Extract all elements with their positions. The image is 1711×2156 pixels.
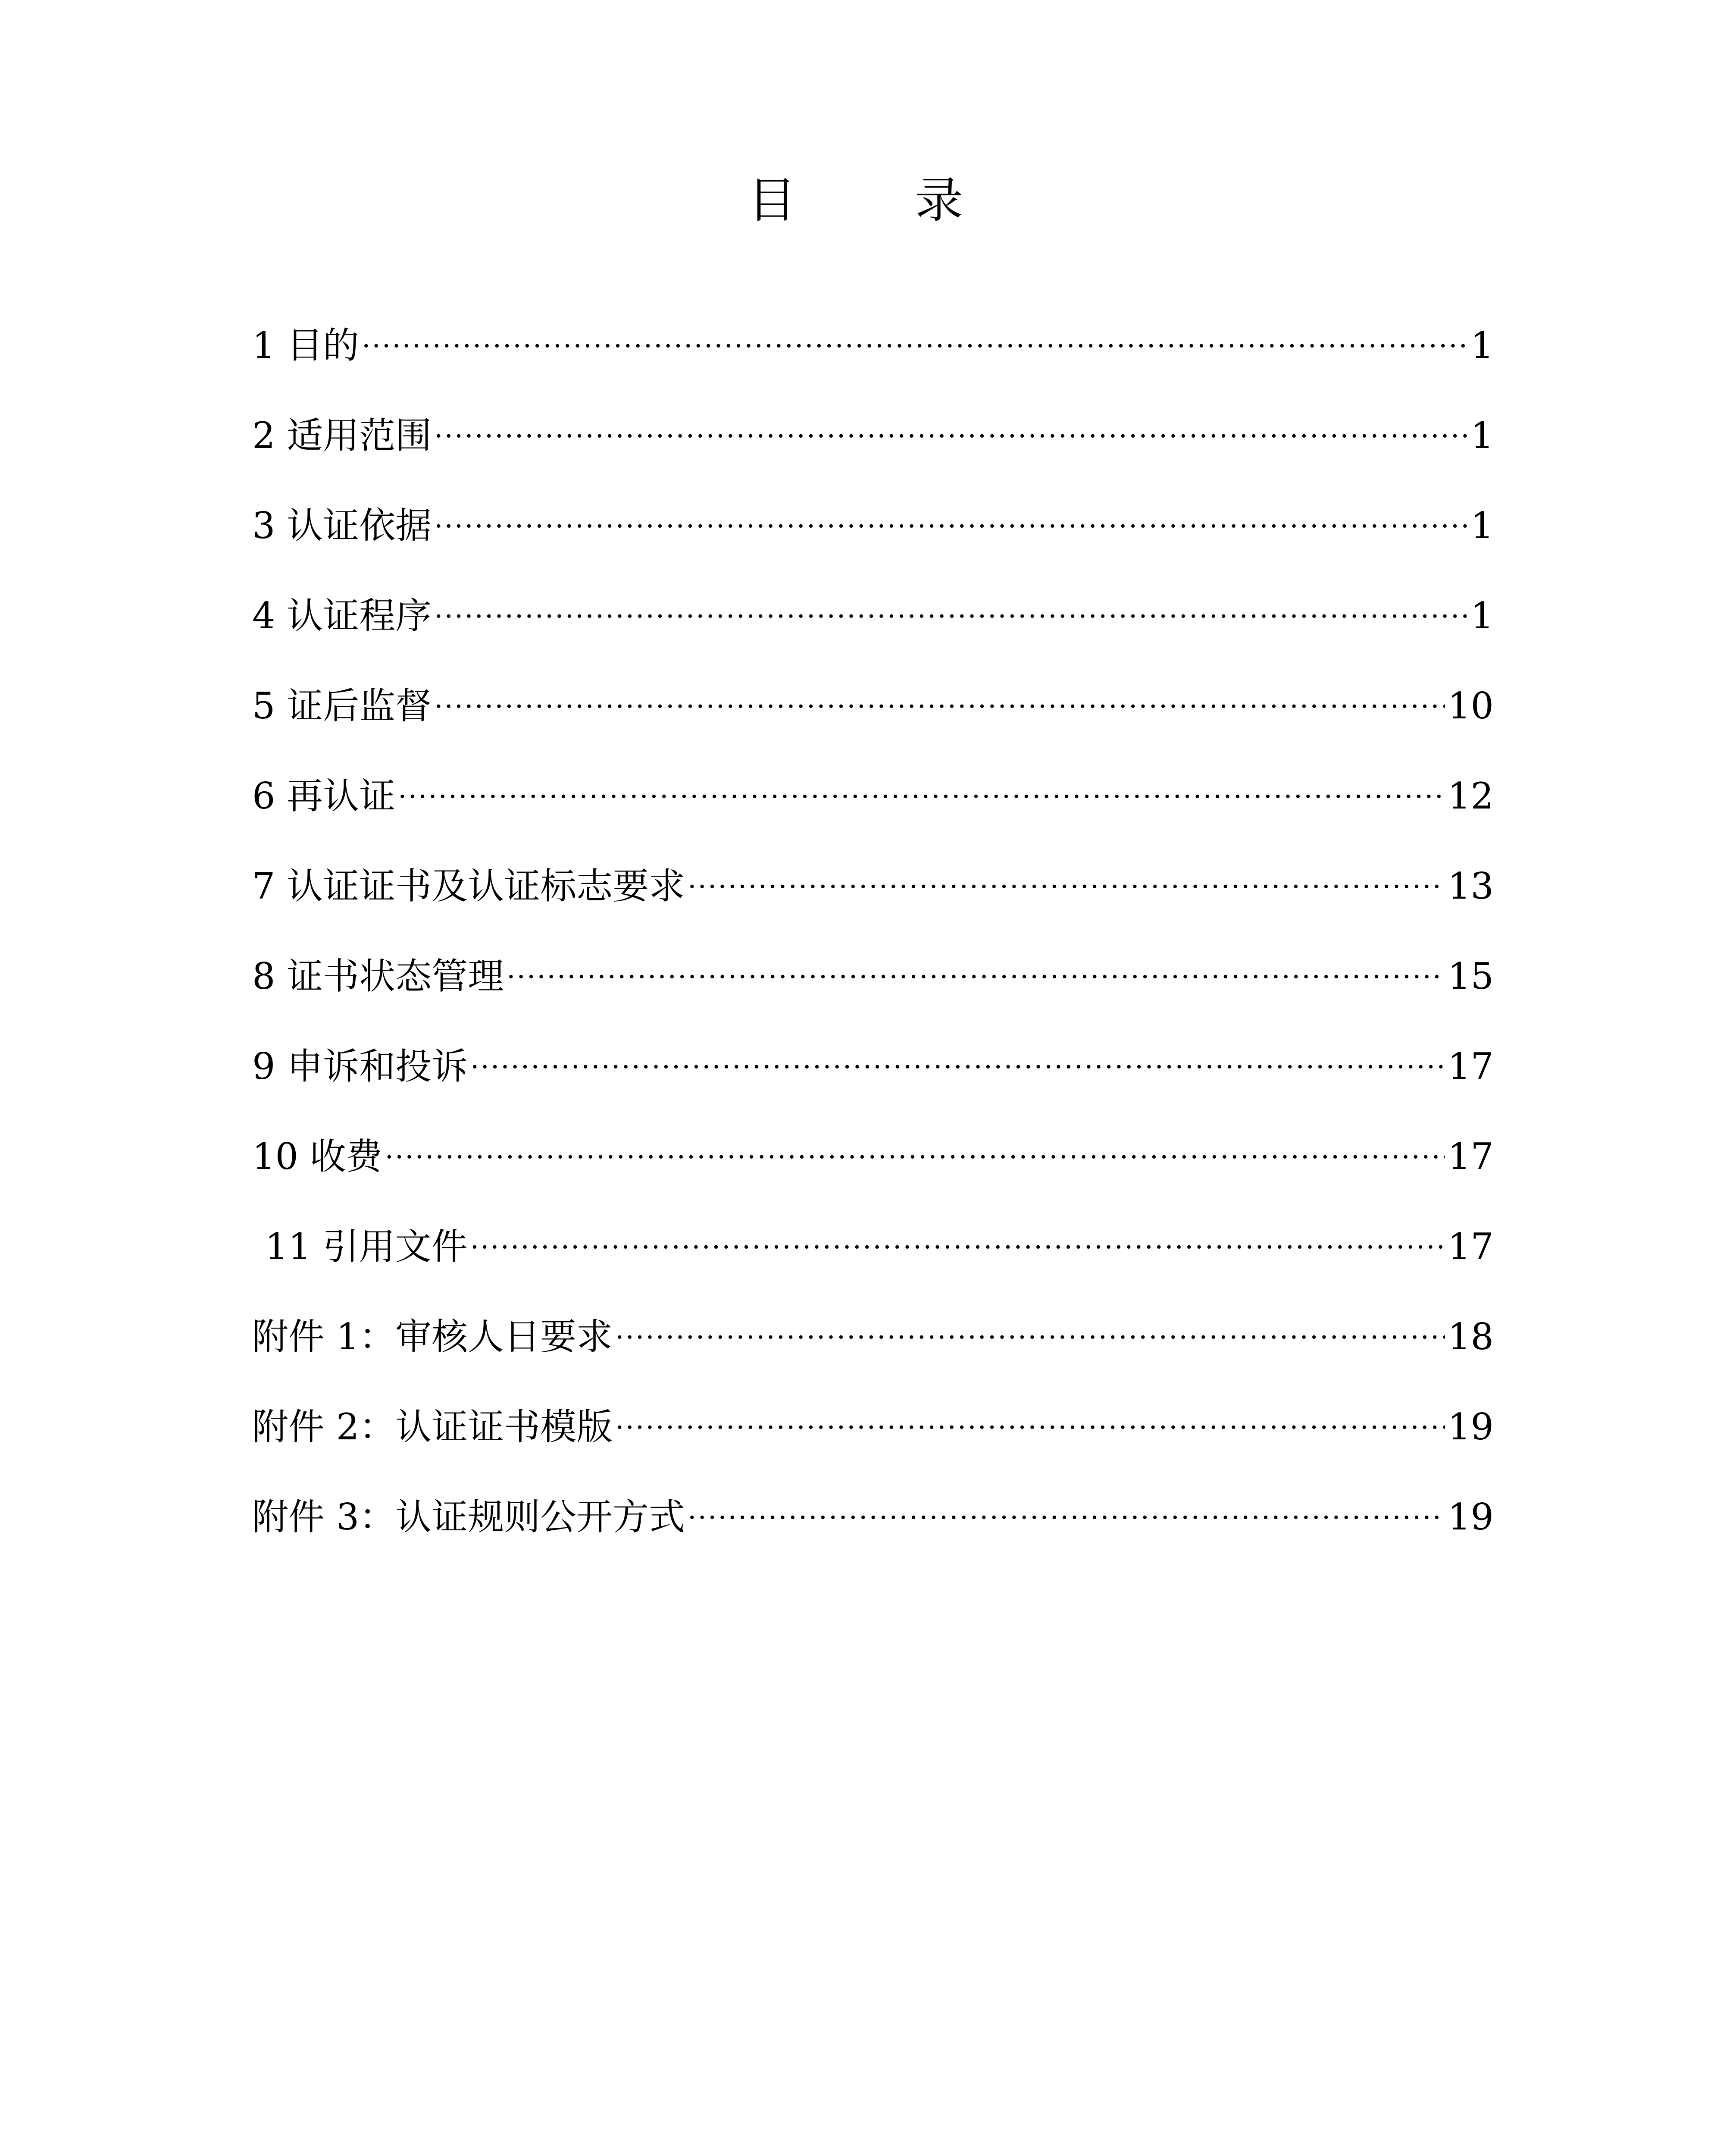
toc-entry-page: 18	[1448, 1316, 1494, 1358]
toc-entry-page: 12	[1448, 775, 1494, 817]
toc-entry-appendix-1[interactable]	[252, 1302, 1494, 1392]
toc-entry-label: 2 适用范围	[252, 414, 432, 457]
toc-entry-10[interactable]	[252, 1122, 1494, 1212]
toc-entry-label: 附件 3：认证规则公开方式	[252, 1496, 685, 1538]
toc-entry-page: 13	[1448, 865, 1494, 907]
toc-entry-label: 8 证书状态管理	[252, 955, 504, 997]
toc-entry-page: 17	[1448, 1135, 1494, 1178]
dot-leader	[434, 401, 1468, 448]
toc-entry-7[interactable]	[252, 851, 1494, 941]
toc-entry-page: 10	[1448, 685, 1494, 727]
toc-entry-4[interactable]	[252, 581, 1494, 671]
toc-entry-label: 4 认证程序	[252, 595, 432, 637]
dot-leader	[507, 941, 1445, 989]
toc-entry-label: 10 收费	[252, 1135, 382, 1178]
dot-leader	[434, 491, 1468, 538]
toc-entry-page: 1	[1470, 324, 1494, 367]
toc-entry-label: 附件 2：认证证书模版	[252, 1406, 613, 1448]
toc-entry-9[interactable]	[252, 1031, 1494, 1122]
dot-leader	[470, 1212, 1445, 1259]
toc-entry-8[interactable]	[252, 941, 1494, 1031]
toc-entry-label: 9 申诉和投诉	[252, 1045, 468, 1087]
toc-entry-11[interactable]	[252, 1212, 1494, 1302]
toc-entry-page: 19	[1448, 1406, 1494, 1448]
dot-leader	[434, 581, 1468, 628]
dot-leader	[615, 1392, 1445, 1439]
toc-entry-page: 17	[1448, 1045, 1494, 1087]
dot-leader	[470, 1031, 1445, 1079]
table-of-contents	[252, 310, 1494, 1572]
toc-entry-appendix-2[interactable]	[252, 1392, 1494, 1482]
dot-leader	[688, 851, 1445, 899]
dot-leader	[385, 1122, 1445, 1169]
toc-entry-appendix-3[interactable]	[252, 1482, 1494, 1572]
toc-entry-page: 17	[1448, 1225, 1494, 1268]
toc-entry-label: 7 认证证书及认证标志要求	[252, 865, 685, 907]
toc-entry-label: 1 目的	[252, 324, 360, 367]
toc-entry-label: 5 证后监督	[252, 685, 432, 727]
toc-entry-page: 15	[1448, 955, 1494, 997]
dot-leader	[362, 310, 1468, 358]
toc-entry-label: 11 引用文件	[265, 1225, 468, 1268]
toc-title: 目 录	[748, 172, 1015, 229]
toc-entry-label: 附件 1：审核人日要求	[252, 1316, 613, 1358]
toc-entry-label: 3 认证依据	[252, 505, 432, 547]
toc-entry-page: 1	[1470, 414, 1494, 457]
dot-leader	[688, 1482, 1445, 1529]
toc-entry-page: 19	[1448, 1496, 1494, 1538]
dot-leader	[398, 761, 1445, 808]
toc-entry-3[interactable]	[252, 491, 1494, 581]
dot-leader	[615, 1302, 1445, 1349]
toc-entry-label: 6 再认证	[252, 775, 396, 817]
toc-entry-2[interactable]	[252, 401, 1494, 491]
toc-entry-1[interactable]	[252, 310, 1494, 401]
toc-entry-5[interactable]	[252, 671, 1494, 761]
toc-entry-6[interactable]	[252, 761, 1494, 851]
toc-entry-page: 1	[1470, 595, 1494, 637]
toc-entry-page: 1	[1470, 505, 1494, 547]
dot-leader	[434, 671, 1445, 718]
